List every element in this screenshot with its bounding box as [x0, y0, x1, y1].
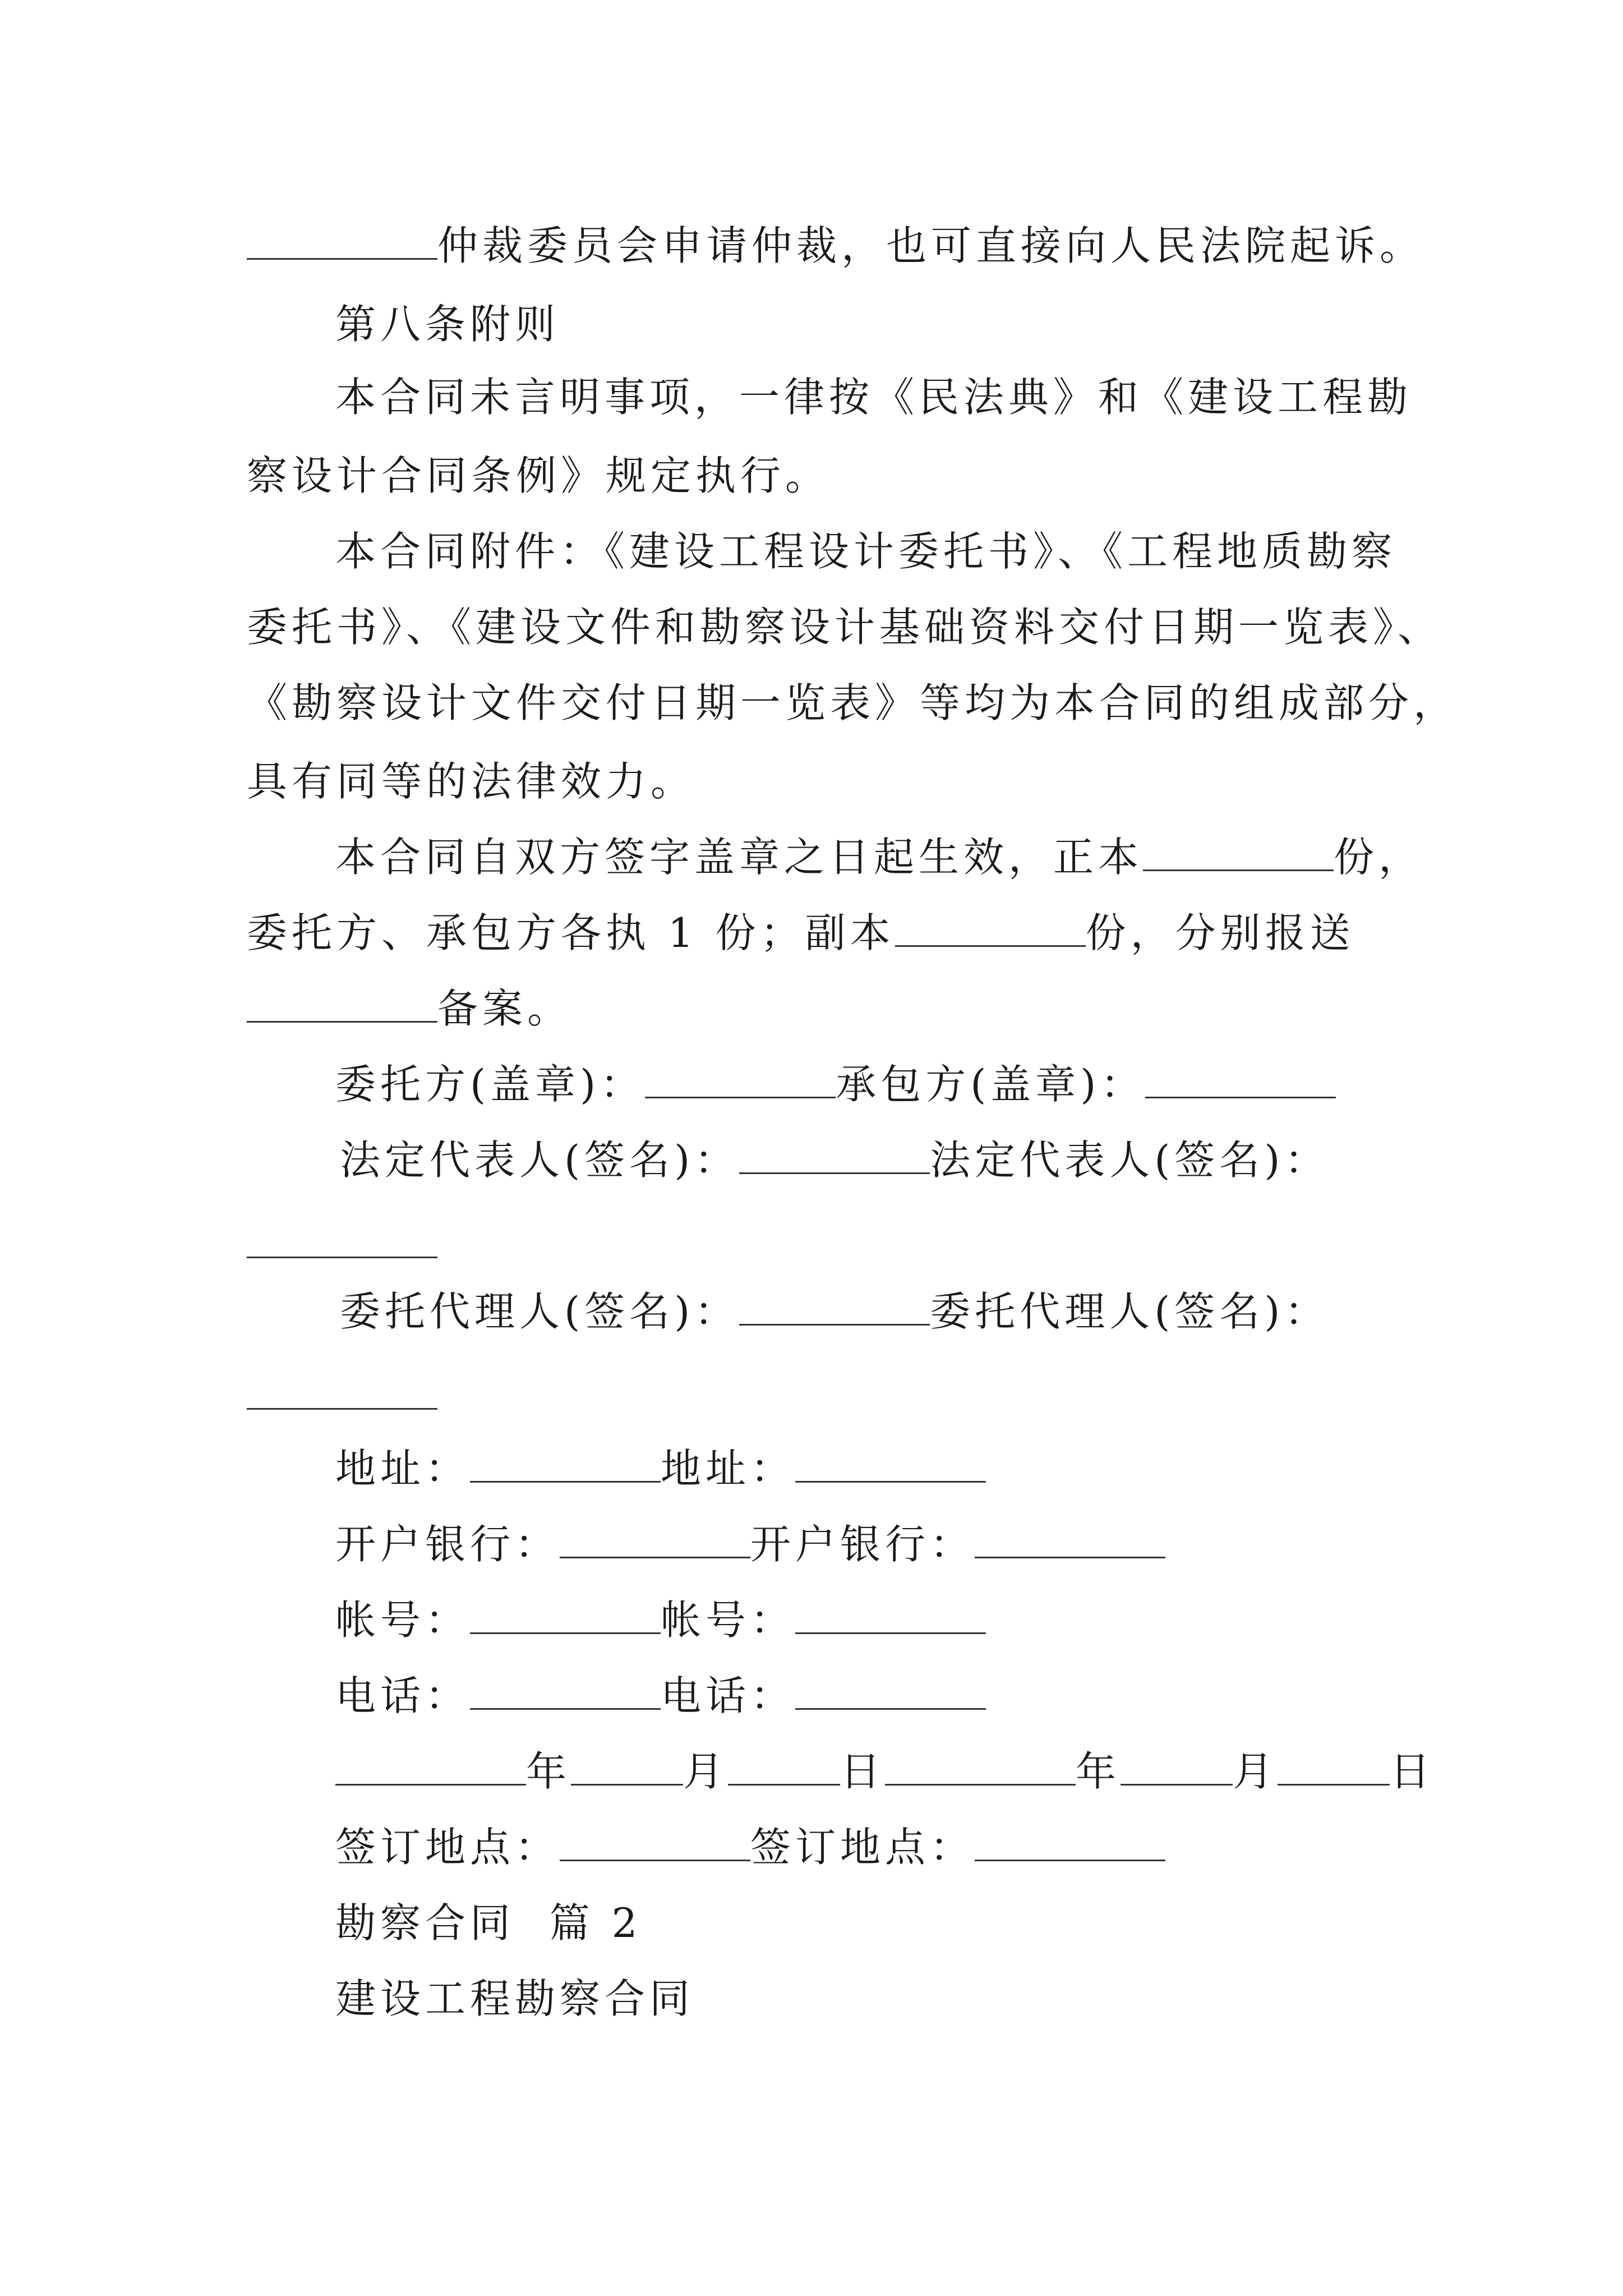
arbitration-line: [247, 219, 1424, 273]
address-line: [335, 1442, 986, 1496]
contractor-address-label: 地址：: [661, 1445, 796, 1492]
seal-line: [335, 1057, 1336, 1111]
contractor-month-blank[interactable]: [1121, 1748, 1233, 1786]
paragraph-3-text-2a: 委托方、承包方各执 1 份；副本: [247, 909, 895, 956]
filing-authority-blank[interactable]: [247, 985, 437, 1023]
legal-rep-line-2: [247, 1217, 437, 1271]
client-legal-rep-label: 法定代表人(签名)：: [340, 1137, 740, 1184]
client-agent-label: 委托代理人(签名)：: [340, 1288, 740, 1335]
paragraph-2-line-2: [247, 600, 1442, 654]
next-section-subtitle: [335, 1972, 694, 2026]
account-line: [335, 1593, 986, 1647]
client-bank-blank[interactable]: [560, 1521, 750, 1558]
paragraph-3-line-2: [247, 906, 1355, 960]
client-day-blank[interactable]: [728, 1748, 840, 1786]
contractor-signing-place-label: 签订地点：: [750, 1824, 975, 1871]
paragraph-2-line-4: [247, 754, 695, 808]
paragraph-3-text-3: 备案。: [437, 985, 573, 1032]
contractor-account-label: 帐号：: [661, 1596, 796, 1644]
contractor-agent-blank[interactable]: [247, 1372, 437, 1410]
contractor-address-blank[interactable]: [795, 1445, 986, 1483]
paragraph-3-line-1: [335, 830, 1423, 884]
paragraph-2-text-3: 《勘察设计文件交付日期一览表》等均为本合同的组成部分，: [247, 679, 1459, 726]
bank-line: [335, 1517, 1165, 1571]
agent-line: [340, 1285, 1329, 1338]
client-phone-blank[interactable]: [470, 1672, 661, 1710]
client-seal-blank[interactable]: [645, 1061, 836, 1098]
paragraph-3-text-2b: 份，分别报送: [1085, 909, 1355, 956]
client-account-blank[interactable]: [470, 1596, 661, 1634]
signing-place-line: [335, 1820, 1165, 1874]
original-copies-blank[interactable]: [1143, 834, 1334, 871]
paragraph-2-line-1: [335, 524, 1396, 578]
contractor-year-blank[interactable]: [885, 1748, 1076, 1786]
paragraph-3-line-3: [247, 982, 572, 1036]
client-seal-label: 委托方(盖章)：: [335, 1061, 645, 1108]
contractor-bank-label: 开户银行：: [750, 1521, 975, 1568]
phone-line: [335, 1669, 986, 1723]
contractor-month-label: 月: [1233, 1748, 1278, 1795]
paragraph-1-text-2: 察设计合同条例》规定执行。: [247, 452, 831, 499]
contractor-signing-place-blank[interactable]: [975, 1824, 1165, 1861]
client-address-label: 地址：: [335, 1445, 471, 1492]
client-signing-place-label: 签订地点：: [335, 1824, 560, 1871]
contractor-seal-blank[interactable]: [1145, 1061, 1336, 1098]
client-legal-rep-blank[interactable]: [739, 1137, 930, 1174]
client-address-blank[interactable]: [470, 1445, 661, 1483]
client-day-label: 日: [840, 1748, 886, 1795]
contractor-day-label: 日: [1390, 1748, 1435, 1795]
client-phone-label: 电话：: [335, 1672, 471, 1719]
client-bank-label: 开户银行：: [335, 1521, 560, 1568]
contractor-phone-label: 电话：: [661, 1672, 796, 1719]
client-account-label: 帐号：: [335, 1596, 471, 1644]
contractor-agent-label: 委托代理人(签名)：: [930, 1288, 1330, 1335]
paragraph-1-line-2: [247, 449, 830, 503]
paragraph-3-text-1b: 份，: [1334, 834, 1424, 881]
contractor-year-label: 年: [1076, 1748, 1121, 1795]
next-section-subtitle-text: 建设工程勘察合同: [335, 1975, 695, 2022]
arbitration-committee-blank[interactable]: [247, 222, 437, 260]
legal-rep-line: [340, 1133, 1329, 1187]
contractor-legal-rep-blank[interactable]: [247, 1221, 437, 1258]
next-section-title-text: 勘察合同 篇 2: [335, 1899, 642, 1947]
agent-line-2: [247, 1369, 437, 1423]
client-signing-place-blank[interactable]: [560, 1824, 750, 1861]
paragraph-2-text-1: 本合同附件：《建设工程设计委托书》、《工程地质勘察: [335, 528, 1397, 575]
contractor-account-blank[interactable]: [795, 1596, 986, 1634]
client-month-blank[interactable]: [571, 1748, 683, 1786]
client-month-label: 月: [683, 1748, 728, 1795]
contractor-legal-rep-label: 法定代表人(签名)：: [930, 1137, 1330, 1184]
paragraph-3-text-1a: 本合同自双方签字盖章之日起生效，正本: [335, 834, 1144, 881]
paragraph-2-text-4: 具有同等的法律效力。: [247, 758, 696, 805]
contractor-bank-blank[interactable]: [975, 1521, 1165, 1558]
paragraph-1-line-1: [335, 370, 1412, 424]
date-line: [335, 1745, 1435, 1798]
duplicate-copies-blank[interactable]: [895, 909, 1086, 947]
contractor-seal-label: 承包方(盖章)：: [836, 1061, 1146, 1108]
client-year-label: 年: [526, 1748, 571, 1795]
article-8-heading: [335, 297, 560, 351]
paragraph-2-line-3: [247, 676, 1458, 730]
arbitration-text: 仲裁委员会申请仲裁，也可直接向人民法院起诉。: [437, 222, 1425, 269]
paragraph-1-text-1: 本合同未言明事项，一律按《民法典》和《建设工程勘: [335, 374, 1413, 421]
paragraph-2-text-2: 委托书》、《建设文件和勘察设计基础资料交付日期一览表》、: [247, 604, 1443, 651]
next-section-title: [335, 1896, 642, 1950]
client-agent-blank[interactable]: [739, 1288, 930, 1326]
article-8-heading-text: 第八条附则: [335, 301, 560, 348]
client-year-blank[interactable]: [335, 1748, 526, 1786]
contractor-phone-blank[interactable]: [795, 1672, 986, 1710]
contractor-day-blank[interactable]: [1278, 1748, 1390, 1786]
